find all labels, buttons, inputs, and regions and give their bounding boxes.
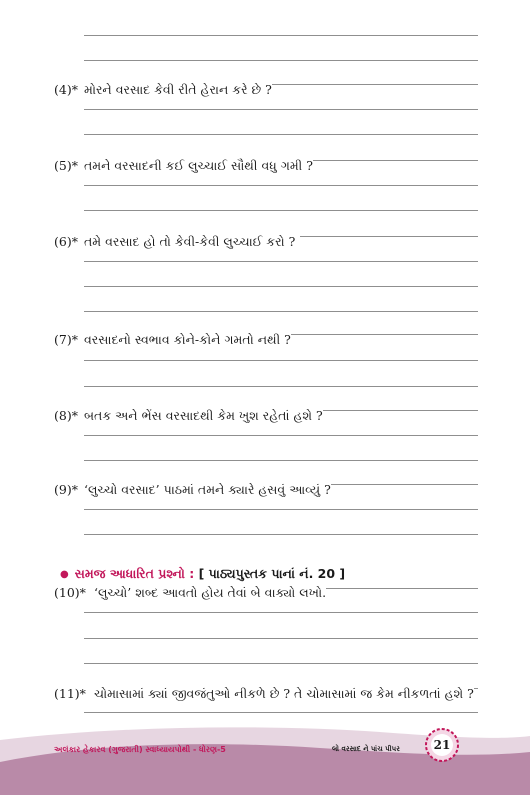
answer-line: [300, 160, 478, 161]
question-number: (9)*: [54, 482, 78, 497]
answer-line: [84, 638, 478, 639]
answer-line: [84, 663, 478, 664]
section-heading: [60, 566, 345, 582]
question-4: [54, 82, 272, 98]
answer-line: [84, 360, 478, 361]
answer-line: [84, 509, 478, 510]
answer-line: [84, 534, 478, 535]
question-number: (7)*: [54, 332, 78, 347]
question-text: ‘લુચ્ચો’ શબ્દ આવતો હોય તેવાં બે વાક્યો લખો.: [94, 585, 327, 600]
answer-line: [84, 712, 478, 713]
question-number: (10)*: [54, 585, 86, 600]
question-5: [54, 158, 313, 174]
answer-line: [84, 35, 478, 36]
footer-chapter-title: લો વરસાદ ને પાંચ પીપર: [332, 745, 400, 753]
question-text: તમે વરસાદ હો તો કેવી-કેવી લુચ્ચાઈ કરો ?: [84, 234, 296, 249]
question-6: [54, 234, 295, 250]
answer-line: [84, 460, 478, 461]
answer-line: [300, 236, 478, 237]
answer-line: [286, 334, 478, 335]
question-7: [54, 332, 291, 348]
answer-line: [84, 386, 478, 387]
textbook-page-reference: [ પાઠ્યપુસ્તક પાનાં નં. 20 ]: [198, 566, 346, 581]
page-number: 21: [433, 738, 451, 752]
question-text: મોરને વરસાદ કેવી રીતે હેરાન કરે છે ?: [84, 82, 272, 97]
section-title: સમજ આધારિત પ્રશ્નો :: [74, 566, 195, 581]
question-8: [54, 408, 323, 424]
answer-line: [84, 134, 478, 135]
answer-line: [84, 435, 478, 436]
question-11: [54, 686, 474, 702]
question-9: [54, 482, 331, 498]
question-number: (8)*: [54, 408, 78, 423]
answer-line: [312, 588, 478, 589]
question-text: ‘લુચ્ચો વરસાદ’ પાઠમાં તમને ક્યારે હસવું આવ્યું ?: [84, 482, 331, 497]
answer-line: [270, 84, 478, 85]
answer-line: [84, 311, 478, 312]
answer-line: [84, 60, 478, 61]
answer-line: [84, 261, 478, 262]
bullet-icon: ●: [60, 569, 69, 580]
question-number: (4)*: [54, 82, 78, 97]
question-text: તમને વરસાદની કઈ લુચ્ચાઈ સૌથી વધુ ગમી ?: [84, 158, 313, 173]
question-text: ચોમાસામાં ક્યાં જીવજંતુઓ નીકળે છે ? તે ચોમાસામાં જ કેમ નીકળતાં હશે ?: [94, 686, 474, 701]
answer-line: [326, 484, 478, 485]
question-text: બતક અને ભેંસ વરસાદથી કેમ ખુશ રહેતાં હશે ?: [84, 408, 323, 423]
question-number: (6)*: [54, 234, 78, 249]
answer-line: [84, 286, 478, 287]
question-number: (11)*: [54, 686, 86, 701]
answer-line: [84, 612, 478, 613]
answer-line: [84, 185, 478, 186]
question-number: (5)*: [54, 158, 78, 173]
answer-line: [84, 210, 478, 211]
answer-line: [84, 109, 478, 110]
question-10: [54, 585, 326, 601]
question-text: વરસાદનો સ્વભાવ કોને-કોને ગમતો નથી ?: [84, 332, 291, 347]
answer-line: [322, 410, 478, 411]
footer-book-title: અલંકાર હેકારવ (ગુજરાતી) સ્વાધ્યાયપોથી - ધોરણ-5: [54, 745, 226, 754]
